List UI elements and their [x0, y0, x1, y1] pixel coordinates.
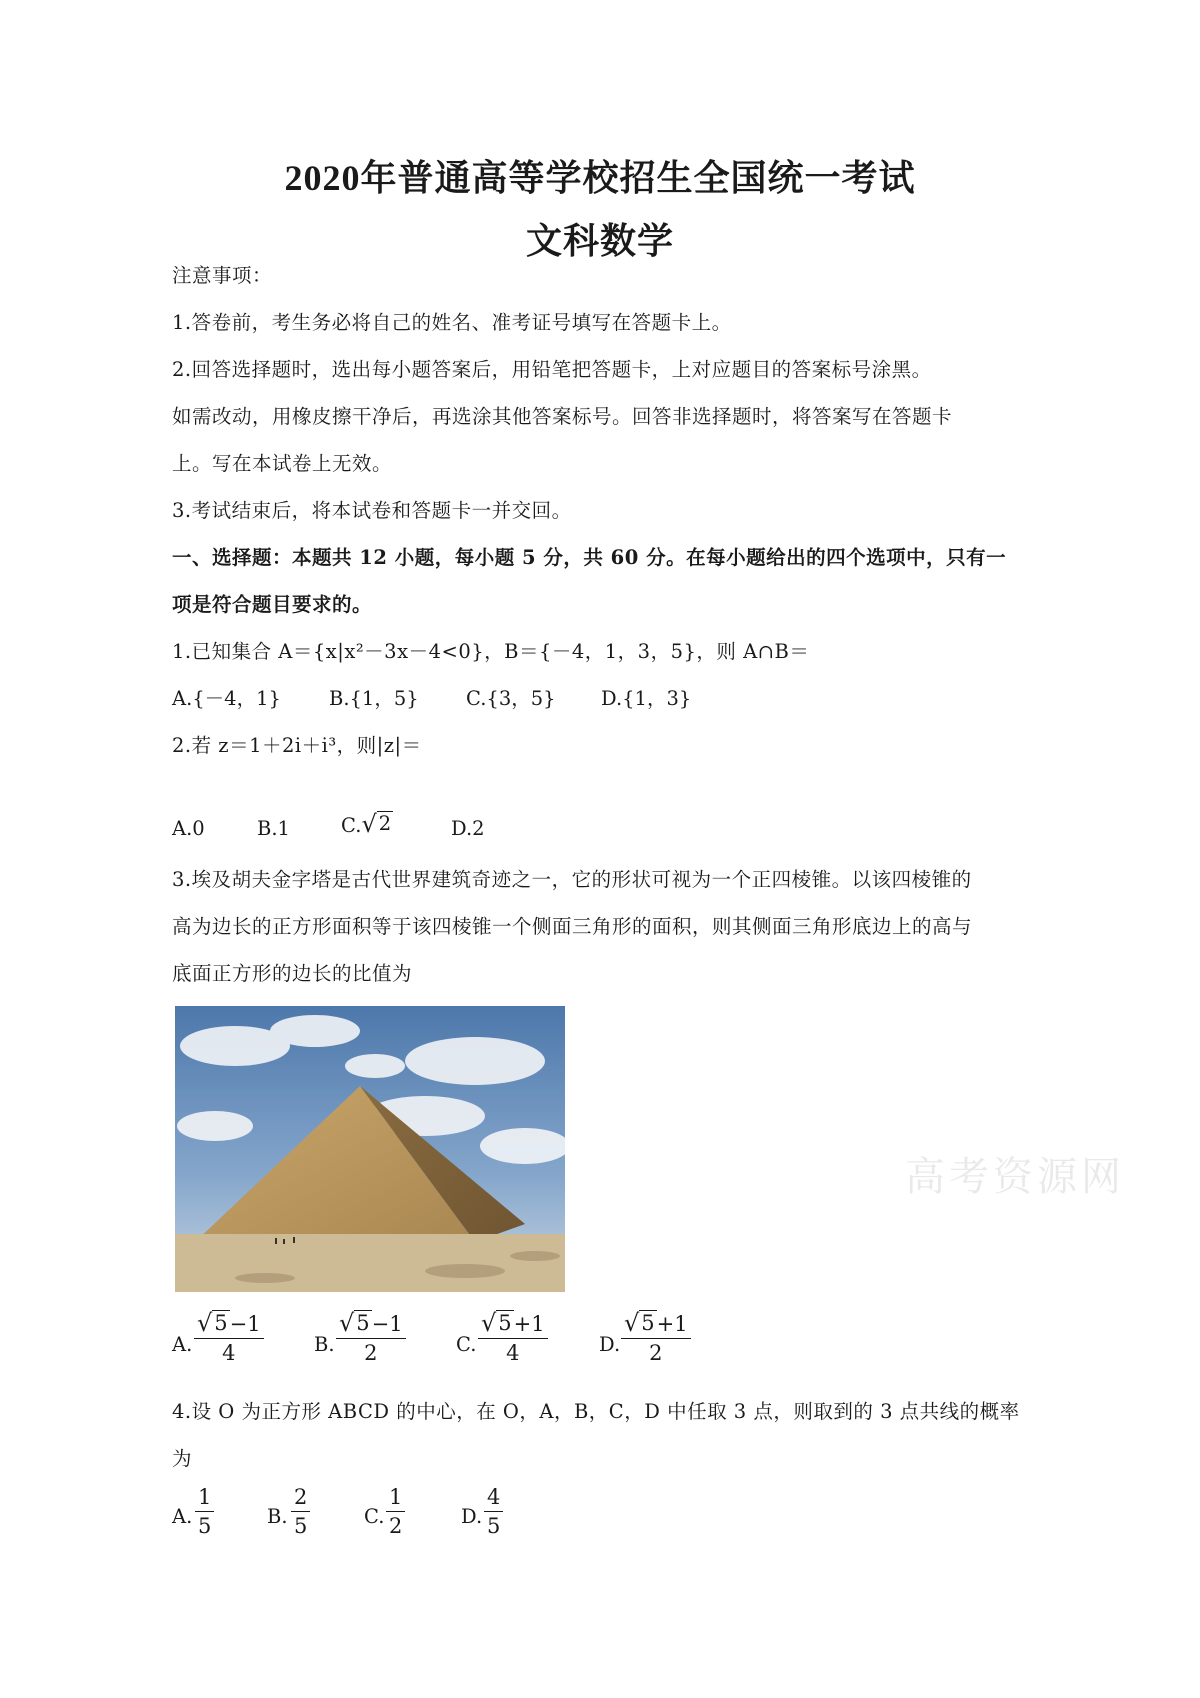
option-label: C.	[341, 814, 362, 837]
radical-sign: √	[361, 810, 377, 838]
exam-title: 2020年普通高等学校招生全国统一考试	[284, 158, 916, 198]
question-3-stem-line-1: 3.埃及胡夫金字塔是古代世界建筑奇迹之一，它的形状可视为一个正四棱锥。以该四棱锥的	[172, 868, 972, 891]
question-1-option-c: C.{3，5}	[466, 687, 556, 710]
denominator: 4	[222, 1341, 236, 1365]
question-3-option-c-fraction	[478, 1310, 548, 1367]
question-1-option-a: A.{－4，1}	[172, 687, 281, 710]
numerator-rest: +1	[513, 1312, 545, 1336]
sqrt-expression	[339, 1310, 372, 1336]
numerator	[478, 1310, 548, 1338]
denominator: 5	[294, 1514, 308, 1538]
question-4-option-b-label: B.	[267, 1505, 288, 1528]
question-4-option-c-fraction	[386, 1483, 405, 1540]
radicand: 5	[214, 1311, 228, 1335]
note-item-2-cont: 如需改动，用橡皮擦干净后，再选涂其他答案标号。回答非选择题时，将答案写在答题卡	[172, 405, 953, 428]
numerator: 4	[487, 1485, 501, 1509]
question-2-option-c	[341, 811, 393, 837]
denominator: 2	[389, 1514, 403, 1538]
notes-heading: 注意事项：	[172, 264, 273, 287]
denominator: 5	[198, 1514, 212, 1538]
radical-sign: √	[339, 1309, 355, 1337]
question-1-option-d: D.{1，3}	[601, 687, 692, 710]
sqrt-expression	[624, 1310, 657, 1336]
question-3-option-d-fraction	[621, 1310, 691, 1367]
radicand: 5	[498, 1311, 512, 1335]
question-2-stem: 2.若 z＝1＋2i＋i³，则|z|＝	[172, 734, 422, 757]
radicand: 5	[641, 1311, 655, 1335]
note-item-2: 2.回答选择题时，选出每小题答案后，用铅笔把答题卡，上对应题目的答案标号涂黑。	[172, 358, 932, 381]
question-1-stem: 1.已知集合 A＝{x|x²－3x－4<0}，B＝{－4，1，3，5}，则 A∩B＝	[172, 640, 810, 663]
numerator: 2	[294, 1485, 308, 1509]
sqrt-expression	[197, 1310, 230, 1336]
denominator: 2	[364, 1341, 378, 1365]
question-4-option-d-fraction	[484, 1483, 503, 1540]
question-4-option-c-label: C.	[364, 1505, 385, 1528]
watermark: 高考资源网	[905, 1154, 1125, 1200]
sqrt-expression	[481, 1310, 514, 1336]
question-3-stem-line-3: 底面正方形的边长的比值为	[172, 962, 413, 985]
numerator-rest: −1	[229, 1312, 261, 1336]
numerator-rest: +1	[656, 1312, 688, 1336]
question-2-option-a: A.0	[172, 817, 205, 840]
question-2-option-d: D.2	[451, 817, 485, 840]
question-4-option-d-label: D.	[461, 1505, 483, 1528]
question-4-option-b-fraction	[291, 1483, 310, 1540]
question-3-option-c-label: C.	[456, 1333, 477, 1356]
note-item-3: 3.考试结束后，将本试卷和答题卡一并交回。	[172, 499, 572, 522]
question-1-option-b: B.{1，5}	[329, 687, 419, 710]
radical-sign: √	[197, 1309, 213, 1337]
numerator-rest: −1	[371, 1312, 403, 1336]
radicand: 5	[356, 1311, 370, 1335]
denominator: 5	[487, 1514, 501, 1538]
question-3-option-b-fraction	[336, 1310, 406, 1367]
question-2-option-b: B.1	[257, 817, 290, 840]
section-heading-line-1: 一、选择题：本题共 12 小题，每小题 5 分，共 60 分。在每小题给出的四个选项中，只有一	[172, 546, 1007, 569]
question-4-stem-line-2: 为	[172, 1447, 193, 1470]
numerator: 1	[389, 1485, 403, 1509]
note-item-1: 1.答卷前，考生务必将自己的姓名、准考证号填写在答题卡上。	[172, 311, 732, 334]
question-4-option-a-label: A.	[172, 1505, 193, 1528]
question-3-option-d-label: D.	[599, 1333, 621, 1356]
numerator: 1	[198, 1485, 212, 1509]
section-heading-line-2: 项是符合题目要求的。	[172, 593, 373, 616]
question-3-option-a-label: A.	[172, 1333, 193, 1356]
pyramid-photo	[175, 1006, 565, 1292]
radicand: 2	[378, 812, 392, 835]
radical-sign: √	[624, 1309, 640, 1337]
note-item-2-end: 上。写在本试卷上无效。	[172, 452, 393, 475]
desert-ground	[175, 1234, 565, 1292]
question-4-option-a-fraction	[195, 1483, 214, 1540]
question-3-option-b-label: B.	[314, 1333, 335, 1356]
numerator	[336, 1310, 406, 1338]
exam-subject: 文科数学	[525, 221, 674, 261]
question-3-option-a-fraction	[194, 1310, 264, 1367]
question-3-stem-line-2: 高为边长的正方形面积等于该四棱锥一个侧面三角形的面积，则其侧面三角形底边上的高与	[172, 915, 973, 938]
radical-sign: √	[481, 1309, 497, 1337]
denominator: 2	[649, 1341, 663, 1365]
sqrt-expression	[361, 811, 393, 837]
numerator	[194, 1310, 264, 1338]
denominator: 4	[506, 1341, 520, 1365]
question-4-stem-line-1: 4.设 O 为正方形 ABCD 的中心，在 O，A，B，C，D 中任取 3 点，则取到的 3 点共线的概率	[172, 1400, 1020, 1423]
numerator	[621, 1310, 691, 1338]
